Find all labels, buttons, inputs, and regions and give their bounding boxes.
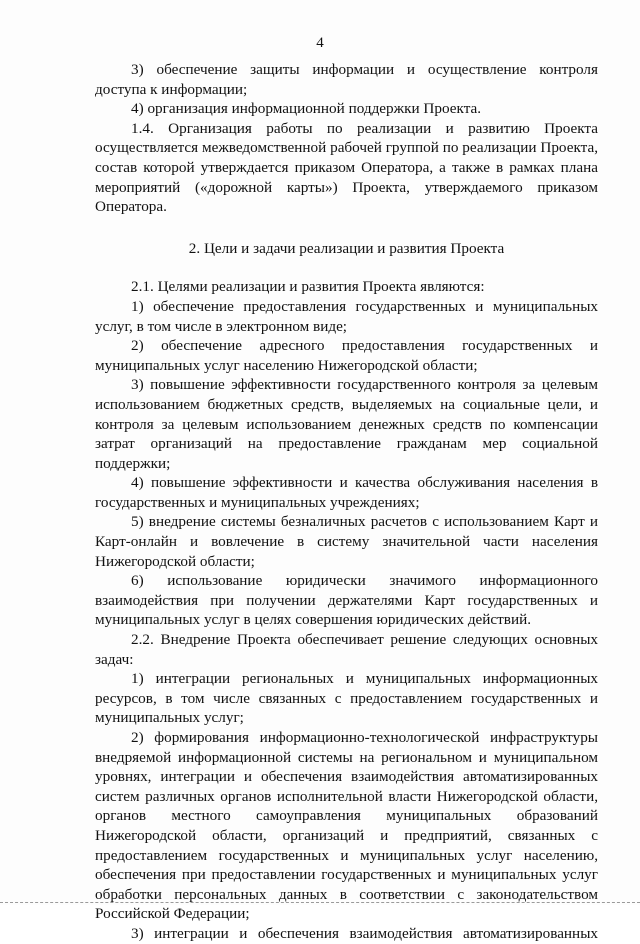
paragraph: 4) повышение эффективности и качества обслуживания населения в государственных и муниципальных учреждениях; (95, 474, 598, 511)
paragraph: 3) обеспечение защиты информации и осуществление контроля доступа к информации; (95, 61, 598, 98)
page-bottom-edge (0, 902, 640, 903)
paragraph: 5) внедрение системы безналичных расчетов с использованием Карт и Карт-онлайн и вовлечение в систему значительной части населения Нижегородской области; (95, 513, 598, 570)
paragraph: 3) интеграции и обеспечения взаимодействия автоматизированных (131, 924, 598, 942)
paragraph: 3) повышение эффективности государственного контроля за целевым использованием бюджетных средств, выделяемых на социальные цели, и контроля за целевым использованием денежных средств по компенсации затрат организаций на предоставление гражданам мер социальной поддержки; (95, 376, 598, 472)
paragraph: 2) обеспечение адресного предоставления государственных и муниципальных услуг населению Нижегородской области; (95, 337, 598, 374)
paragraph: 1) интеграции региональных и муниципальных информационных ресурсов, в том числе связанных с предоставлением государственных и муниципальных услуг; (95, 670, 598, 727)
section-heading: 2. Цели и задачи реализации и развития Проекта (188, 239, 505, 257)
paragraph: 2) формирования информационно-технологической инфраструктуры внедряемой информационной системы на региональном и муниципальном уровнях, интеграции и обеспечения взаимодействия автоматизированных систем различных органов исполнительной власти Нижегородской области, органов местного самоуправления муниципальных образований Нижегородской области, организаций и предприятий, связанных с предоставлением государственных и муниципальных услуг населению, обеспечения при предоставлении государственных и муниципальных услуг обработки персональных данных в соответствии с законодательством Российской Федерации; (95, 729, 598, 923)
paragraph: 1.4. Организация работы по реализации и развитию Проекта осуществляется межведомственной рабочей группой по реализации Проекта, состав которой утверждается приказом Оператора, а также в рамках плана мероприятий («дорожной карты») Проекта, утверждаемого приказом Оператора. (95, 119, 598, 216)
paragraph: 2.2. Внедрение Проекта обеспечивает решение следующих основных задач: (95, 631, 598, 668)
paragraph: 2.1. Целями реализации и развития Проекта являются: (131, 278, 485, 296)
document-body (95, 60, 598, 944)
paragraph: 6) использование юридически значимого информационного взаимодействия при получении держателями Карт государственных и муниципальных услуг в целях совершения юридических действий. (95, 572, 598, 629)
page-number: 4 (316, 35, 324, 51)
paragraph: 1) обеспечение предоставления государственных и муниципальных услуг, в том числе в электронном виде; (95, 297, 598, 335)
paragraph: 4) организация информационной поддержки Проекта. (131, 100, 482, 118)
